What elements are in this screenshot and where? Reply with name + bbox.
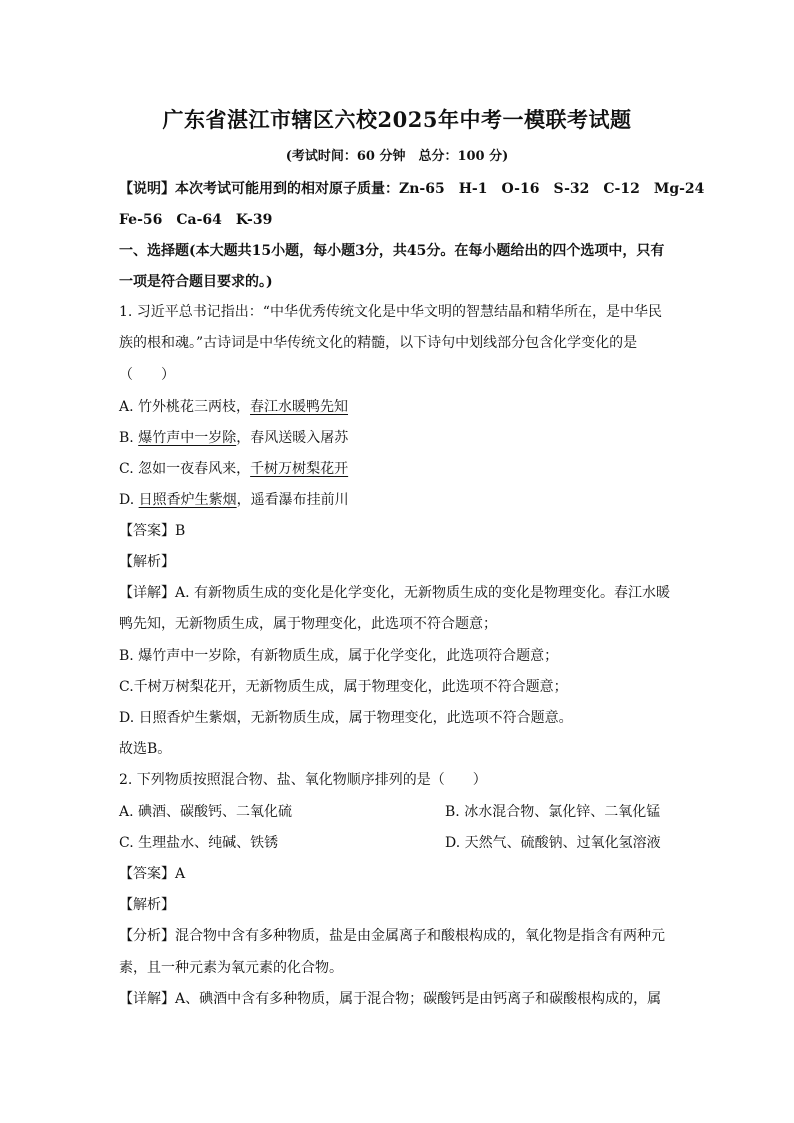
question-1-option-a bbox=[119, 396, 348, 416]
question-2-option-b: B. 冰水混合物、氯化锌、二氧化锰 bbox=[445, 804, 661, 820]
question-1-answer: 【答案】B bbox=[119, 523, 186, 539]
option-a-text: A. 竹外桃花三两枝， bbox=[119, 399, 251, 415]
question-2-option-a: A. 碘酒、碳酸钙、二氧化硫 bbox=[119, 804, 293, 820]
page-title: 广东省湛江市辖区六校2025年中考一模联考试题 bbox=[162, 107, 632, 132]
question-1-option-b bbox=[119, 427, 348, 447]
question-1-option-d bbox=[119, 489, 349, 509]
question-2-option-c: C. 生理盐水、纯碱、铁锈 bbox=[119, 835, 279, 851]
question-2-fenxi-cont: 素，且一种元素为氧元素的化合物。 bbox=[119, 960, 343, 976]
question-2-answer: 【答案】A bbox=[119, 866, 186, 882]
question-1-detail-b: B. 爆竹声中一岁除，有新物质生成，属于化学变化，此选项符合题意； bbox=[119, 648, 559, 664]
atomic-mass-note-cont: Fe-56 Ca-64 K-39 bbox=[119, 212, 273, 228]
question-1-analysis-label: 【解析】 bbox=[119, 554, 175, 570]
question-1-brackets: （ ） bbox=[119, 367, 175, 383]
section-heading-cont: 一项是符合题目要求的。) bbox=[119, 274, 273, 290]
option-a-underlined: 春江水暖鸭先知 bbox=[250, 399, 349, 415]
option-c-text: C. 忽如一夜春风来， bbox=[119, 461, 251, 477]
question-1-detail: 【详解】A. 有新物质生成的变化是化学变化，无新物质生成的变化是物理变化。春江水暖 bbox=[119, 585, 671, 601]
option-b-label: B. bbox=[119, 430, 139, 446]
option-d-underlined: 日照香炉生紫烟 bbox=[138, 492, 237, 508]
section-heading: 一、选择题(本大题共15小题，每小题3分，共45分。在每小题给出的四个选项中，只有 bbox=[119, 243, 665, 259]
question-1-detail-d: D. 日照香炉生紫烟，无新物质生成，属于物理变化，此选项不符合题意。 bbox=[119, 710, 573, 726]
question-2-fenxi: 【分析】混合物中含有多种物质，盐是由金属离子和酸根构成的，氧化物是指含有两种元 bbox=[119, 928, 665, 944]
question-1-option-c bbox=[119, 458, 348, 478]
question-1-stem-cont: 族的根和魂。”古诗词是中华传统文化的精髓，以下诗句中划线部分包含化学变化的是 bbox=[119, 335, 638, 351]
exam-time-info: (考试时间：60 分钟 总分：100 分) bbox=[285, 149, 509, 164]
option-d-text: ，遥看瀑布挂前川 bbox=[236, 492, 349, 508]
question-2-option-d: D. 天然气、硫酸钠、过氧化氢溶液 bbox=[445, 835, 661, 851]
atomic-mass-note: 【说明】本次考试可能用到的相对原子质量：Zn-65 H-1 O-16 S-32 C-12 Mg-24 bbox=[119, 181, 705, 197]
question-2-analysis-label: 【解析】 bbox=[119, 897, 175, 913]
question-2-stem: 2. 下列物质按照混合物、盐、氧化物顺序排列的是（ ） bbox=[119, 772, 487, 788]
option-b-text: ，春风送暖入屠苏 bbox=[236, 430, 349, 446]
question-1-detail-cont: 鸭先知，无新物质生成，属于物理变化，此选项不符合题意； bbox=[119, 616, 497, 632]
option-b-underlined: 爆竹声中一岁除 bbox=[138, 430, 237, 446]
option-d-label: D. bbox=[119, 492, 139, 508]
question-1-detail-c: C.千树万树梨花开，无新物质生成，属于物理变化，此选项不符合题意； bbox=[119, 679, 568, 695]
question-1-conclusion: 故选B。 bbox=[119, 741, 172, 757]
question-1-stem: 1. 习近平总书记指出：“中华优秀传统文化是中华文明的智慧结晶和精华所在，是中华民 bbox=[119, 304, 662, 320]
option-c-underlined: 千树万树梨花开 bbox=[250, 461, 349, 477]
question-2-detail: 【详解】A、碘酒中含有多种物质，属于混合物；碳酸钙是由钙离子和碳酸根构成的，属 bbox=[119, 991, 662, 1007]
